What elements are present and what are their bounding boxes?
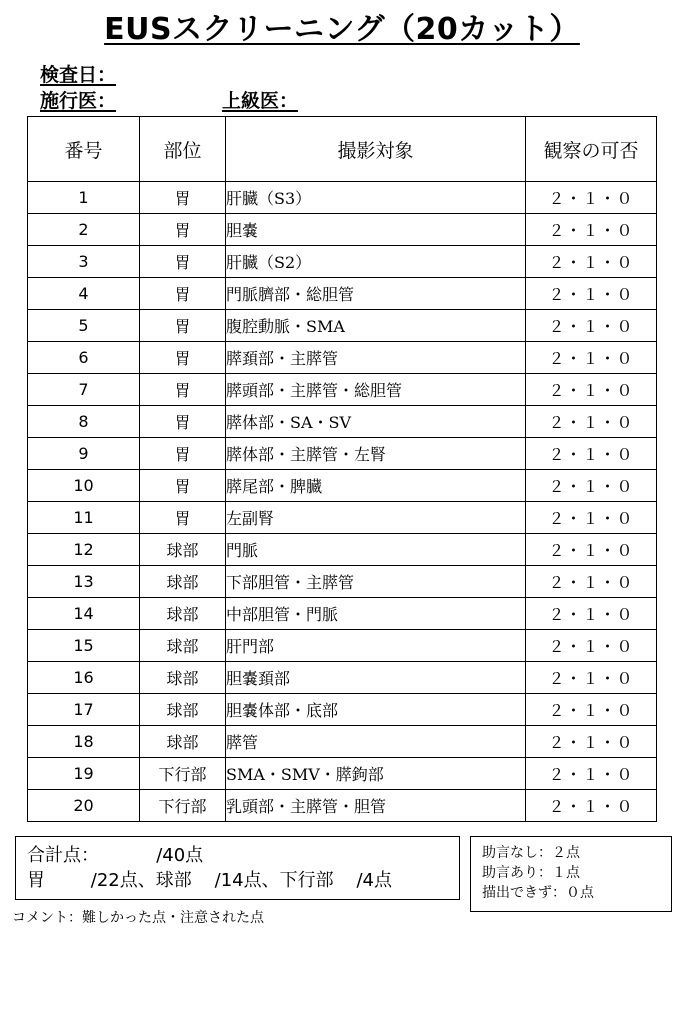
row-site: 胃 — [140, 342, 226, 374]
row-target: 腹腔動脈・SMA — [226, 310, 526, 342]
header-target: 撮影対象 — [226, 117, 526, 182]
row-target: 左副腎 — [226, 502, 526, 534]
row-number: 19 — [28, 758, 140, 790]
row-grade: ２・１・０ — [526, 534, 657, 566]
table-row — [28, 438, 657, 470]
row-target: 膵頚部・主膵管 — [226, 342, 526, 374]
row-site: 胃 — [140, 406, 226, 438]
legend-item: 助言あり：１点 — [482, 865, 580, 881]
row-number: 9 — [28, 438, 140, 470]
row-target: 胆嚢 — [226, 214, 526, 246]
row-target: 膵頭部・主膵管・総胆管 — [226, 374, 526, 406]
row-number: 18 — [28, 726, 140, 758]
sheet-title — [0, 4, 684, 48]
row-site: 下行部 — [140, 790, 226, 822]
table-row — [28, 534, 657, 566]
row-grade: ２・１・０ — [526, 246, 657, 278]
row-number: 11 — [28, 502, 140, 534]
table-row — [28, 278, 657, 310]
row-grade: ２・１・０ — [526, 310, 657, 342]
row-number: 6 — [28, 342, 140, 374]
row-site: 胃 — [140, 470, 226, 502]
row-grade: ２・１・０ — [526, 502, 657, 534]
row-target: 中部胆管・門脈 — [226, 598, 526, 630]
header-observability: 観察の可否 — [526, 117, 657, 182]
table-row — [28, 598, 657, 630]
row-number: 4 — [28, 278, 140, 310]
table-row — [28, 470, 657, 502]
legend-item: 助言なし：２点 — [482, 845, 580, 861]
operator-label-text: 施行医： — [40, 90, 117, 112]
operator-label — [40, 86, 116, 113]
row-target: 門脈臍部・総胆管 — [226, 278, 526, 310]
row-site: 胃 — [140, 182, 226, 214]
row-site: 胃 — [140, 502, 226, 534]
row-site: 球部 — [140, 694, 226, 726]
supervisor-label — [222, 86, 298, 113]
row-target: 肝臓（S3） — [226, 182, 526, 214]
row-number: 2 — [28, 214, 140, 246]
row-number: 5 — [28, 310, 140, 342]
row-target: 門脈 — [226, 534, 526, 566]
row-site: 球部 — [140, 662, 226, 694]
row-site: 球部 — [140, 566, 226, 598]
table-row — [28, 726, 657, 758]
row-grade: ２・１・０ — [526, 790, 657, 822]
row-number: 7 — [28, 374, 140, 406]
subtotal-score-line: 胃 /22点、球部 /14点、下行部 /4点 — [27, 870, 392, 891]
row-grade: ２・１・０ — [526, 182, 657, 214]
row-target: 膵尾部・脾臓 — [226, 470, 526, 502]
row-grade: ２・１・０ — [526, 726, 657, 758]
row-number: 1 — [28, 182, 140, 214]
row-grade: ２・１・０ — [526, 630, 657, 662]
table-row — [28, 630, 657, 662]
row-number: 12 — [28, 534, 140, 566]
row-site: 胃 — [140, 214, 226, 246]
row-target: 胆嚢頚部 — [226, 662, 526, 694]
row-target: 肝門部 — [226, 630, 526, 662]
row-site: 球部 — [140, 726, 226, 758]
sheet-title-text: EUSスクリーニング（20カット） — [104, 12, 580, 47]
row-grade: ２・１・０ — [526, 342, 657, 374]
row-grade: ２・１・０ — [526, 662, 657, 694]
row-site: 胃 — [140, 310, 226, 342]
row-target: 膵体部・SA・SV — [226, 406, 526, 438]
row-number: 10 — [28, 470, 140, 502]
total-score-line: 合計点： /40点 — [27, 845, 204, 866]
table-row — [28, 214, 657, 246]
row-target: 肝臓（S2） — [226, 246, 526, 278]
row-number: 16 — [28, 662, 140, 694]
table-row — [28, 502, 657, 534]
row-number: 13 — [28, 566, 140, 598]
table-row — [28, 342, 657, 374]
row-grade: ２・１・０ — [526, 470, 657, 502]
row-number: 14 — [28, 598, 140, 630]
total-score-box — [15, 836, 460, 900]
row-number: 8 — [28, 406, 140, 438]
table-row — [28, 566, 657, 598]
header-number: 番号 — [28, 117, 140, 182]
header-site: 部位 — [140, 117, 226, 182]
row-grade: ２・１・０ — [526, 278, 657, 310]
row-number: 15 — [28, 630, 140, 662]
table-row — [28, 246, 657, 278]
row-grade: ２・１・０ — [526, 694, 657, 726]
table-row — [28, 758, 657, 790]
row-grade: ２・１・０ — [526, 406, 657, 438]
row-number: 3 — [28, 246, 140, 278]
row-target: SMA・SMV・膵鉤部 — [226, 758, 526, 790]
row-grade: ２・１・０ — [526, 566, 657, 598]
row-site: 球部 — [140, 598, 226, 630]
table-header-row — [28, 117, 657, 182]
row-site: 胃 — [140, 374, 226, 406]
table-row — [28, 406, 657, 438]
comment-label: コメント：難しかった点・注意された点 — [12, 910, 264, 926]
row-grade: ２・１・０ — [526, 438, 657, 470]
exam-date-label — [40, 60, 116, 87]
row-target: 下部胆管・主膵管 — [226, 566, 526, 598]
supervisor-label-text: 上級医： — [222, 90, 299, 112]
legend-item: 描出できず：０点 — [482, 885, 594, 901]
row-number: 20 — [28, 790, 140, 822]
table-row — [28, 790, 657, 822]
row-grade: ２・１・０ — [526, 598, 657, 630]
table-row — [28, 374, 657, 406]
row-target: 膵体部・主膵管・左腎 — [226, 438, 526, 470]
row-grade: ２・１・０ — [526, 374, 657, 406]
row-target: 胆嚢体部・底部 — [226, 694, 526, 726]
row-grade: ２・１・０ — [526, 214, 657, 246]
row-site: 胃 — [140, 438, 226, 470]
exam-date-label-text: 検査日： — [40, 64, 117, 86]
row-target: 乳頭部・主膵管・胆管 — [226, 790, 526, 822]
row-site: 下行部 — [140, 758, 226, 790]
table-row — [28, 182, 657, 214]
scoring-legend-box — [470, 836, 672, 912]
row-target: 膵管 — [226, 726, 526, 758]
table-row — [28, 662, 657, 694]
row-site: 球部 — [140, 534, 226, 566]
row-number: 17 — [28, 694, 140, 726]
row-site: 球部 — [140, 630, 226, 662]
table-row — [28, 310, 657, 342]
screening-table — [27, 116, 657, 822]
table-row — [28, 694, 657, 726]
row-site: 胃 — [140, 246, 226, 278]
row-grade: ２・１・０ — [526, 758, 657, 790]
row-site: 胃 — [140, 278, 226, 310]
